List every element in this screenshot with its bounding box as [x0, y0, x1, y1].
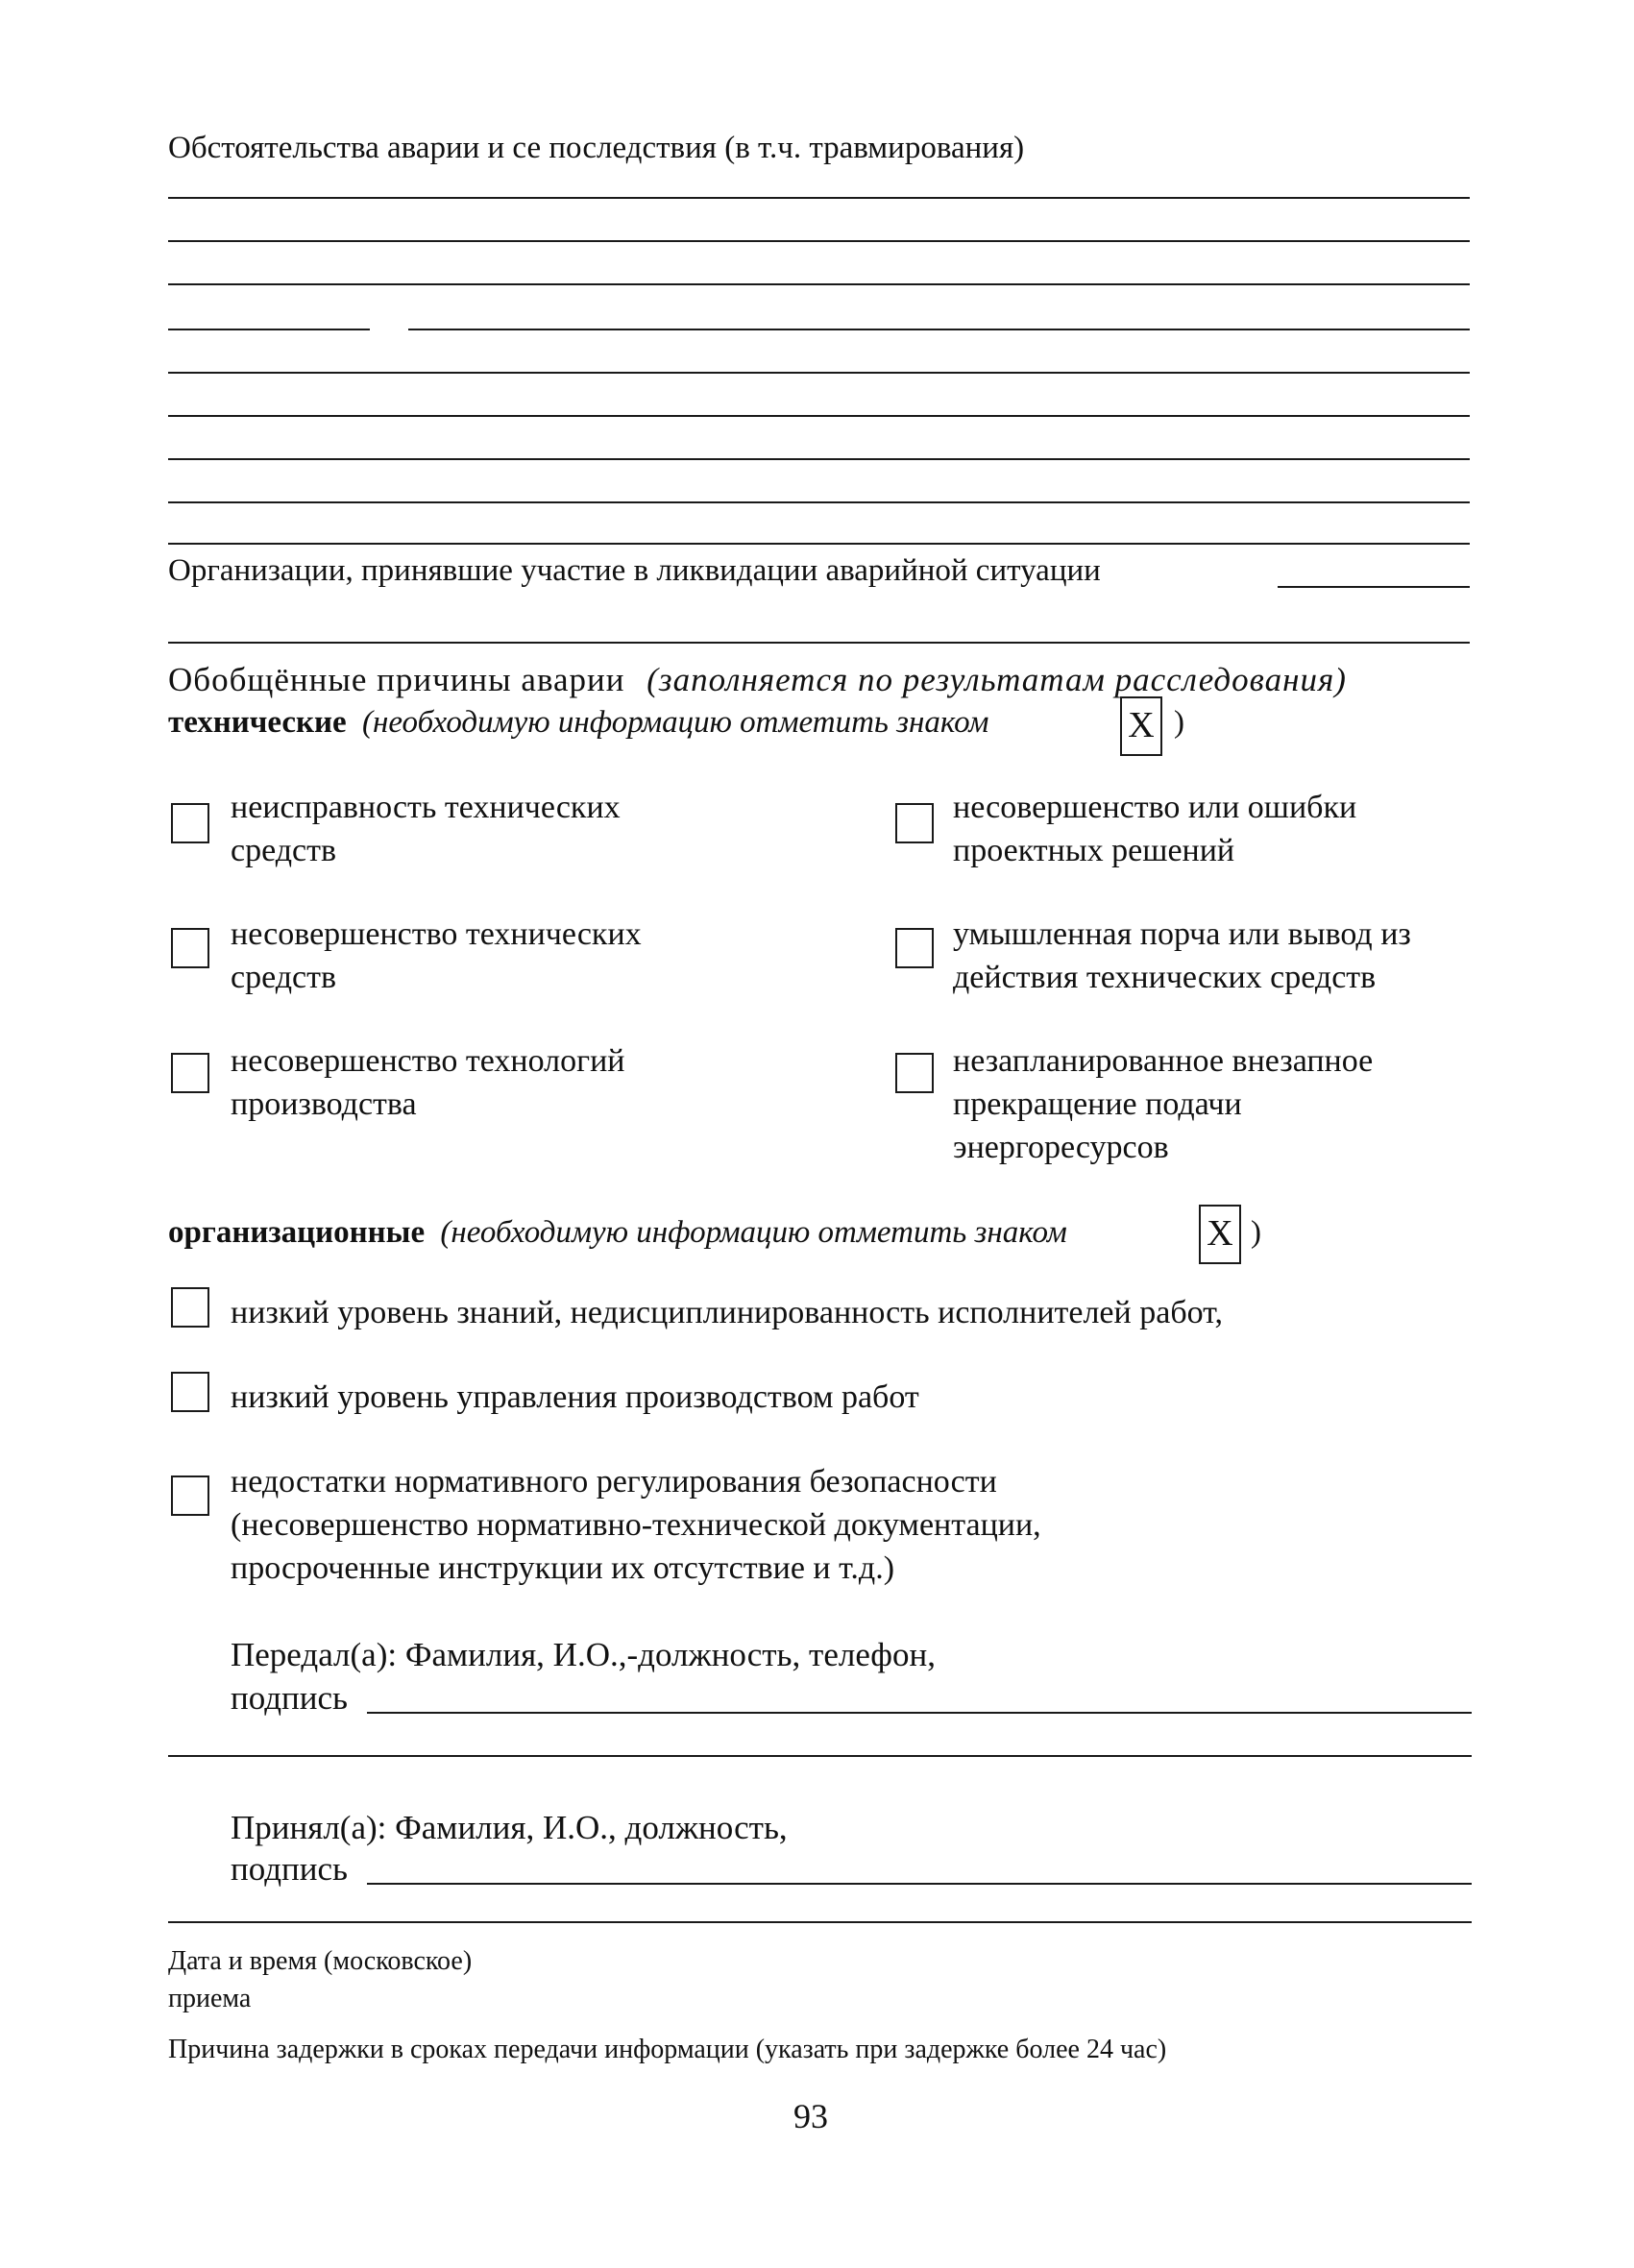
technical-close-paren: ): [1174, 705, 1184, 740]
circumstances-line-7[interactable]: [168, 458, 1470, 460]
date-time-label-line1: Дата и время (московское): [168, 1946, 473, 1976]
organizational-option-3-line2: (несовершенство нормативно-технической документации,: [231, 1507, 1041, 1543]
technical-option-1: [231, 786, 621, 872]
transmitted-signature-label: подпись: [231, 1679, 348, 1717]
technical-option-3-line1: несовершенство технических: [231, 916, 642, 952]
transmitted-signature-field[interactable]: [367, 1712, 1472, 1714]
transmitted-extra-line[interactable]: [168, 1755, 1472, 1757]
organizational-heading: [168, 1217, 1067, 1249]
page-number: 93: [793, 2097, 828, 2135]
circumstances-line-1[interactable]: [168, 197, 1470, 199]
technical-option-2-line2: проектных решений: [953, 833, 1235, 868]
technical-option-3-line2: средств: [231, 960, 337, 995]
organizational-close-paren: ): [1251, 1215, 1261, 1250]
organizations-field-inline[interactable]: [1278, 586, 1470, 588]
technical-option-6-line1: незапланированное внезапное: [953, 1043, 1374, 1079]
organizational-option-1: низкий уровень знаний, недисциплинированность исполнителей работ,: [231, 1295, 1223, 1330]
technical-option-6: [953, 1039, 1373, 1169]
technical-mark-sample: X: [1120, 696, 1162, 756]
technical-option-5-line2: производства: [231, 1086, 417, 1122]
organizational-option-2: низкий уровень управления производством работ: [231, 1379, 919, 1415]
technical-instruction: (необходимую информацию отметить знаком: [361, 705, 989, 740]
organizational-instruction: (необходимую информацию отметить знаком: [440, 1215, 1067, 1250]
organizational-option-3: [231, 1460, 1041, 1590]
technical-option-1-line1: неисправность технических: [231, 790, 621, 825]
transmitted-label: Передал(а): Фамилия, И.О.,-должность, телефон,: [231, 1636, 936, 1673]
technical-option-checkbox-3[interactable]: [171, 928, 209, 968]
received-signature-field[interactable]: [367, 1883, 1472, 1885]
technical-label: технические: [168, 705, 347, 740]
technical-option-6-line2: прекращение подачи: [953, 1086, 1242, 1122]
technical-option-checkbox-2[interactable]: [895, 803, 934, 843]
organizations-label: Организации, принявшие участие в ликвидации аварийной ситуации: [168, 553, 1101, 588]
generalized-causes-heading: [168, 663, 1347, 696]
technical-heading: [168, 707, 988, 739]
circumstances-line-9[interactable]: [168, 543, 1470, 545]
circumstances-line-4b[interactable]: [408, 329, 1470, 330]
circumstances-line-5[interactable]: [168, 372, 1470, 374]
technical-option-checkbox-6[interactable]: [895, 1053, 934, 1093]
technical-option-4-line2: действия технических средств: [953, 960, 1377, 995]
technical-option-checkbox-5[interactable]: [171, 1053, 209, 1093]
technical-option-checkbox-4[interactable]: [895, 928, 934, 968]
organizational-mark-sample: X: [1199, 1205, 1241, 1264]
technical-option-5-line1: несовершенство технологий: [231, 1043, 625, 1079]
organizational-label: организационные: [168, 1215, 426, 1250]
circumstances-line-4a[interactable]: [168, 329, 370, 330]
technical-option-2-line1: несовершенство или ошибки: [953, 790, 1357, 825]
received-label: Принял(а): Фамилия, И.О., должность,: [231, 1809, 788, 1846]
delay-reason-label: Причина задержки в сроках передачи информации (указать при задержке более 24 час): [168, 2035, 1167, 2064]
received-signature-label: подпись: [231, 1850, 348, 1888]
technical-option-5: [231, 1039, 624, 1126]
organizational-option-3-line3: просроченные инструкции их отсутствие и т.д.): [231, 1550, 895, 1586]
technical-option-6-line3: энергоресурсов: [953, 1130, 1169, 1165]
organizational-option-checkbox-3[interactable]: [171, 1475, 209, 1516]
technical-option-checkbox-1[interactable]: [171, 803, 209, 843]
circumstances-label: Обстоятельства аварии и се последствия (в т.ч. травмирования): [168, 131, 1025, 165]
technical-option-2: [953, 786, 1356, 872]
organizational-option-3-line1: недостатки нормативного регулирования безопасности: [231, 1464, 997, 1500]
technical-option-1-line2: средств: [231, 833, 337, 868]
circumstances-line-6[interactable]: [168, 415, 1470, 417]
generalized-causes-note: (заполняется по результатам расследования): [646, 661, 1347, 698]
technical-option-3: [231, 913, 642, 999]
organizations-field-line[interactable]: [168, 642, 1470, 644]
technical-option-4-line1: умышленная порча или вывод из: [953, 916, 1411, 952]
circumstances-line-3[interactable]: [168, 283, 1470, 285]
generalized-causes-title: Обобщённые причины аварии: [168, 661, 625, 698]
received-extra-line[interactable]: [168, 1921, 1472, 1923]
date-time-label-line2: приема: [168, 1984, 252, 2013]
organizational-option-checkbox-1[interactable]: [171, 1287, 209, 1328]
technical-option-4: [953, 913, 1411, 999]
circumstances-line-2[interactable]: [168, 240, 1470, 242]
circumstances-line-8[interactable]: [168, 501, 1470, 503]
organizational-option-checkbox-2[interactable]: [171, 1372, 209, 1412]
